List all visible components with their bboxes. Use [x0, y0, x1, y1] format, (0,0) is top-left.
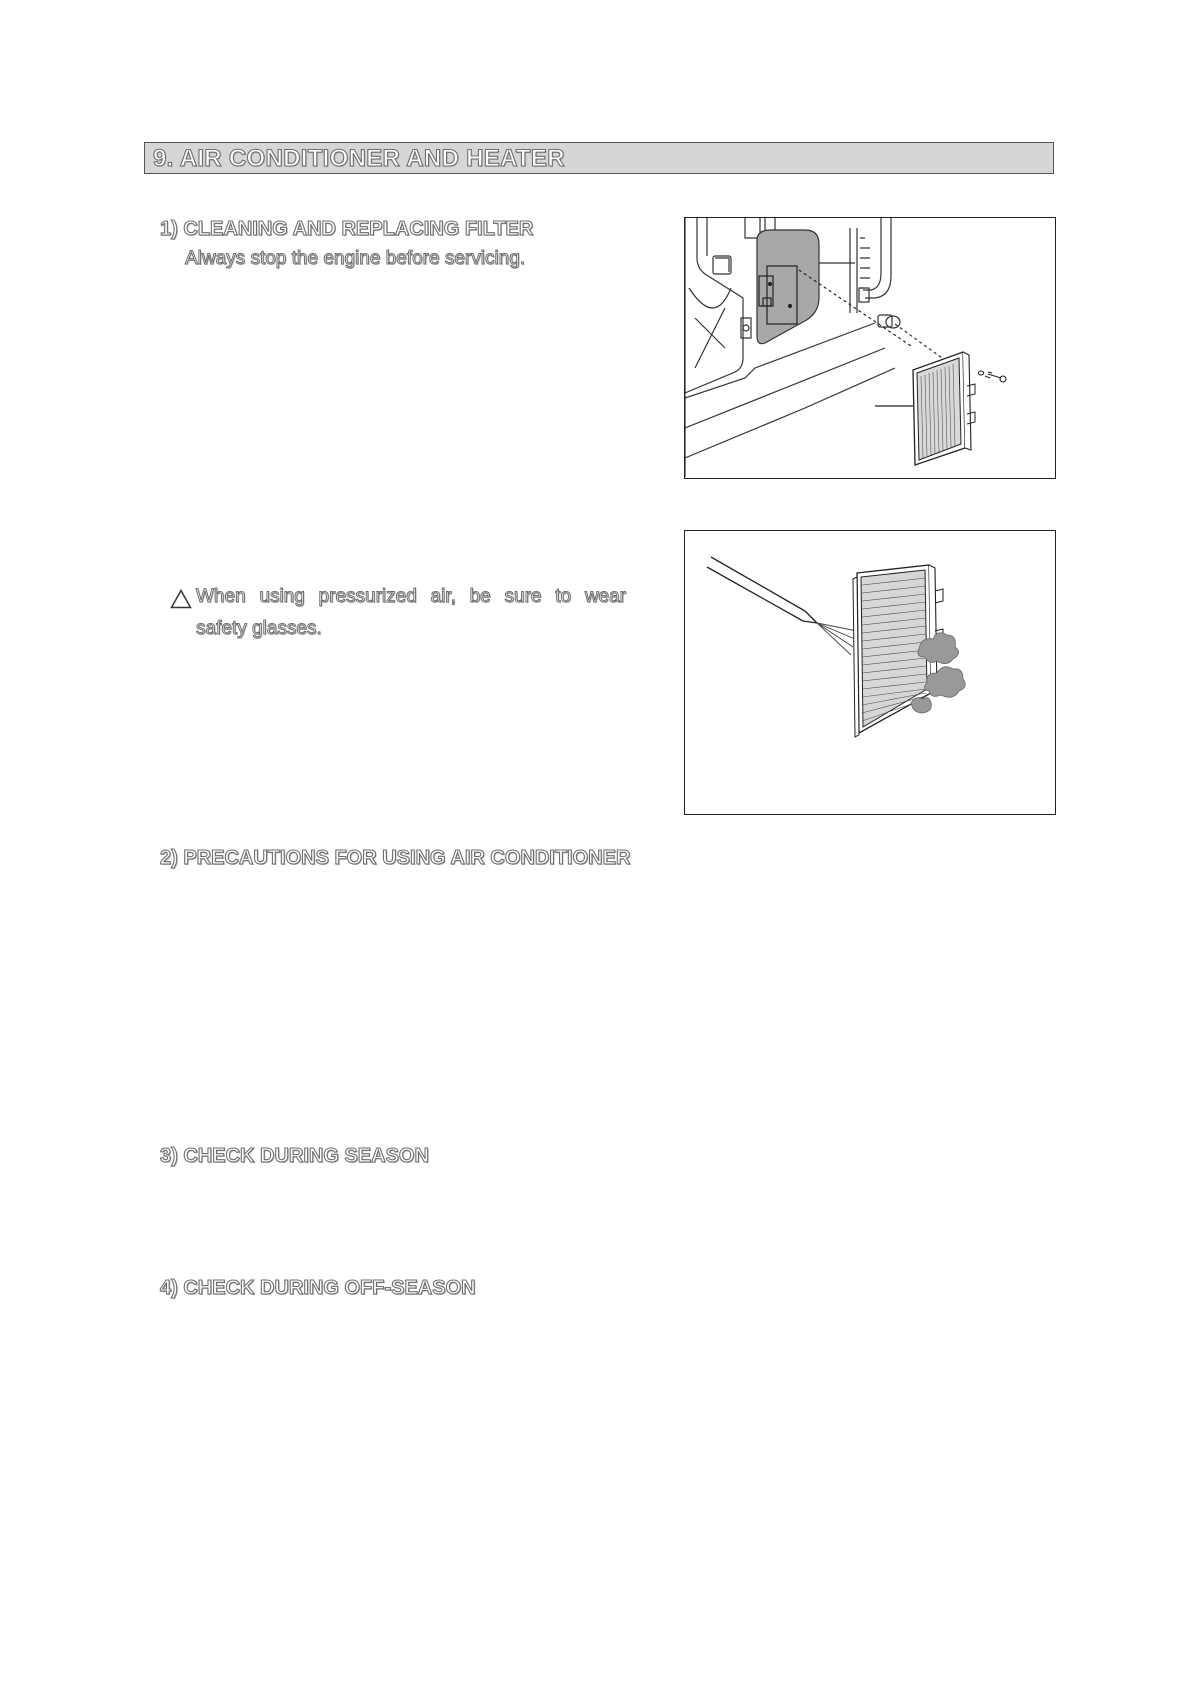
- air-streams: [817, 623, 857, 655]
- heading-check-off-season: 4) CHECK DURING OFF-SEASON: [160, 1277, 476, 1299]
- warning-triangle-icon: [170, 589, 192, 609]
- section-title-bar: [144, 142, 1054, 174]
- heading-check-season: 3) CHECK DURING SEASON: [160, 1145, 429, 1167]
- cover-panel: [757, 230, 819, 344]
- heading-precautions: 2) PRECAUTIONS FOR USING AIR CONDITIONER: [160, 847, 631, 869]
- filter-cleaning-illustration: [685, 531, 1054, 813]
- screw: [979, 371, 1007, 382]
- warning-text-line2: safety glasses.: [196, 618, 322, 639]
- filter-removal-illustration: [685, 218, 1054, 477]
- air-nozzle: [707, 557, 817, 623]
- heading-cleaning-filter: 1) CLEANING AND REPLACING FILTER: [160, 218, 534, 240]
- filter-cleaning-figure: [684, 530, 1056, 815]
- filter-element: [913, 352, 975, 465]
- warning-text-line1: When using pressurized air, be sure to wear: [196, 586, 626, 607]
- note-stop-engine: Always stop the engine before servicing.: [185, 248, 526, 269]
- section-title: 9. AIR CONDITIONER AND HEATER: [153, 145, 565, 172]
- filter-removal-figure: [684, 217, 1056, 479]
